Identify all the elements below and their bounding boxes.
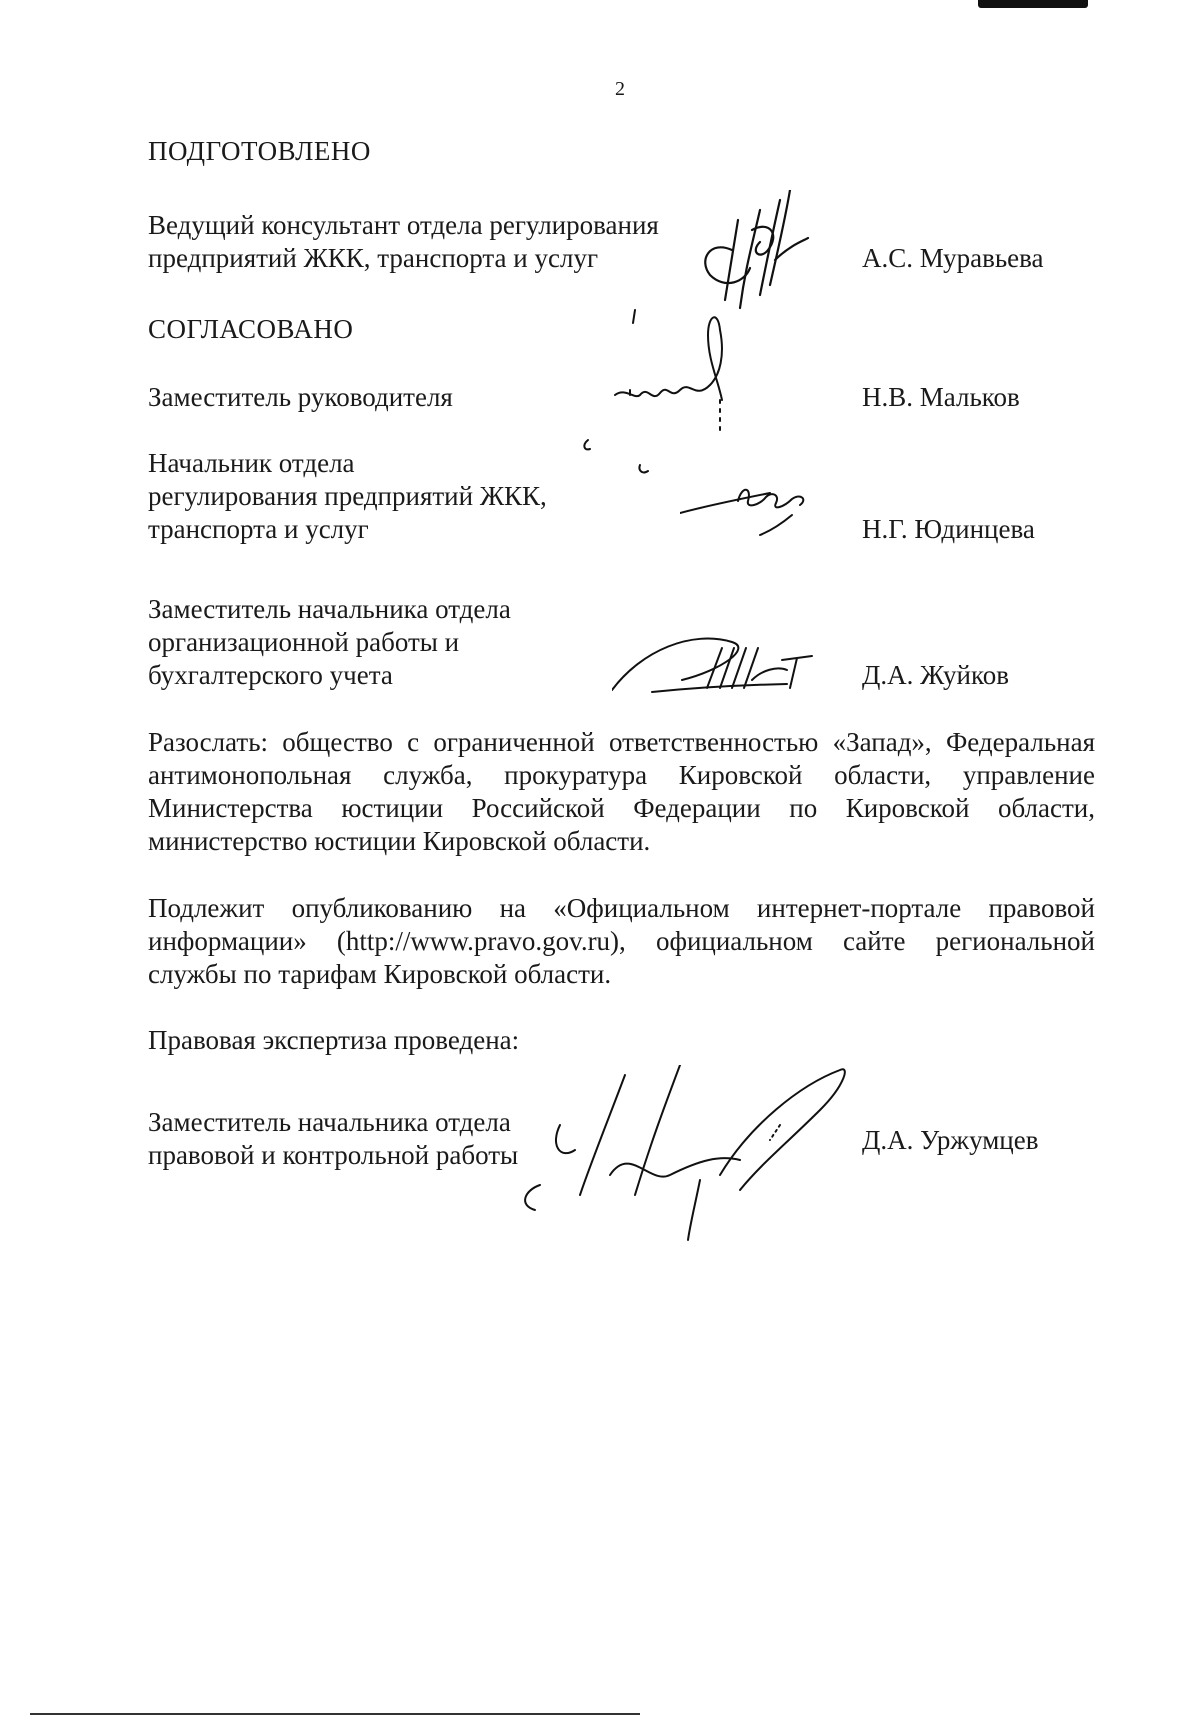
legal-review-position-line-2: правовой и контрольной работы (148, 1140, 519, 1170)
agreed-signer-3-position-line-2: организационной работы и (148, 627, 460, 657)
prepared-signer-name: А.С. Муравьева (862, 243, 1044, 273)
page-number: 2 (615, 78, 625, 100)
agreed-signer-2-position-line-1: Начальник отдела (148, 448, 355, 478)
agreed-signer-2-name: Н.Г. Юдинцева (862, 514, 1035, 544)
agreed-signer-3-position-line-1: Заместитель начальника отдела (148, 594, 511, 624)
agreed-signer-2-position-line-2: регулирования предприятий ЖКК, (148, 481, 547, 511)
agreed-signer-2-position-line-3: транспорта и услуг (148, 514, 369, 544)
prepared-position-line-1: Ведущий консультант отдела регулирования (148, 210, 659, 240)
signature-muravyeva (690, 190, 840, 315)
scan-edge-mark (978, 0, 1088, 8)
distribution-paragraph: Разослать: общество с ограниченной ответственностью «Запад», Федеральная антимонопольная служба, прокуратура Кировской области, управление Министерства юстиции Российской Федерации по Кировской области, министерство юстиции Кировской области. (148, 727, 1095, 856)
legal-review-heading: Правовая экспертиза проведена: (148, 1025, 520, 1055)
agreed-signer-1-position: Заместитель руководителя (148, 382, 453, 412)
agreed-signer-3-name: Д.А. Жуйков (862, 660, 1009, 690)
signature-malkov (580, 305, 770, 475)
agreed-signer-1-name: Н.В. Мальков (862, 382, 1020, 412)
prepared-position-line-2: предприятий ЖКК, транспорта и услуг (148, 243, 599, 273)
legal-review-position-line-1: Заместитель начальника отдела (148, 1107, 511, 1137)
prepared-heading: ПОДГОТОВЛЕНО (148, 136, 371, 166)
signature-urzhumtsev (520, 1065, 880, 1245)
signature-zhuykov (612, 630, 832, 700)
signature-yudintseva (680, 475, 820, 545)
legal-review-signer-name: Д.А. Уржумцев (862, 1125, 1039, 1155)
publication-paragraph: Подлежит опубликованию на «Официальном интернет-портале правовой информации» (http://www.pravo.gov.ru), официальном сайте региональной службы по тарифам Кировской области. (148, 893, 1095, 989)
agreed-heading: СОГЛАСОВАНО (148, 314, 354, 344)
agreed-signer-3-position-line-3: бухгалтерского учета (148, 660, 393, 690)
bottom-rule (30, 1713, 640, 1715)
